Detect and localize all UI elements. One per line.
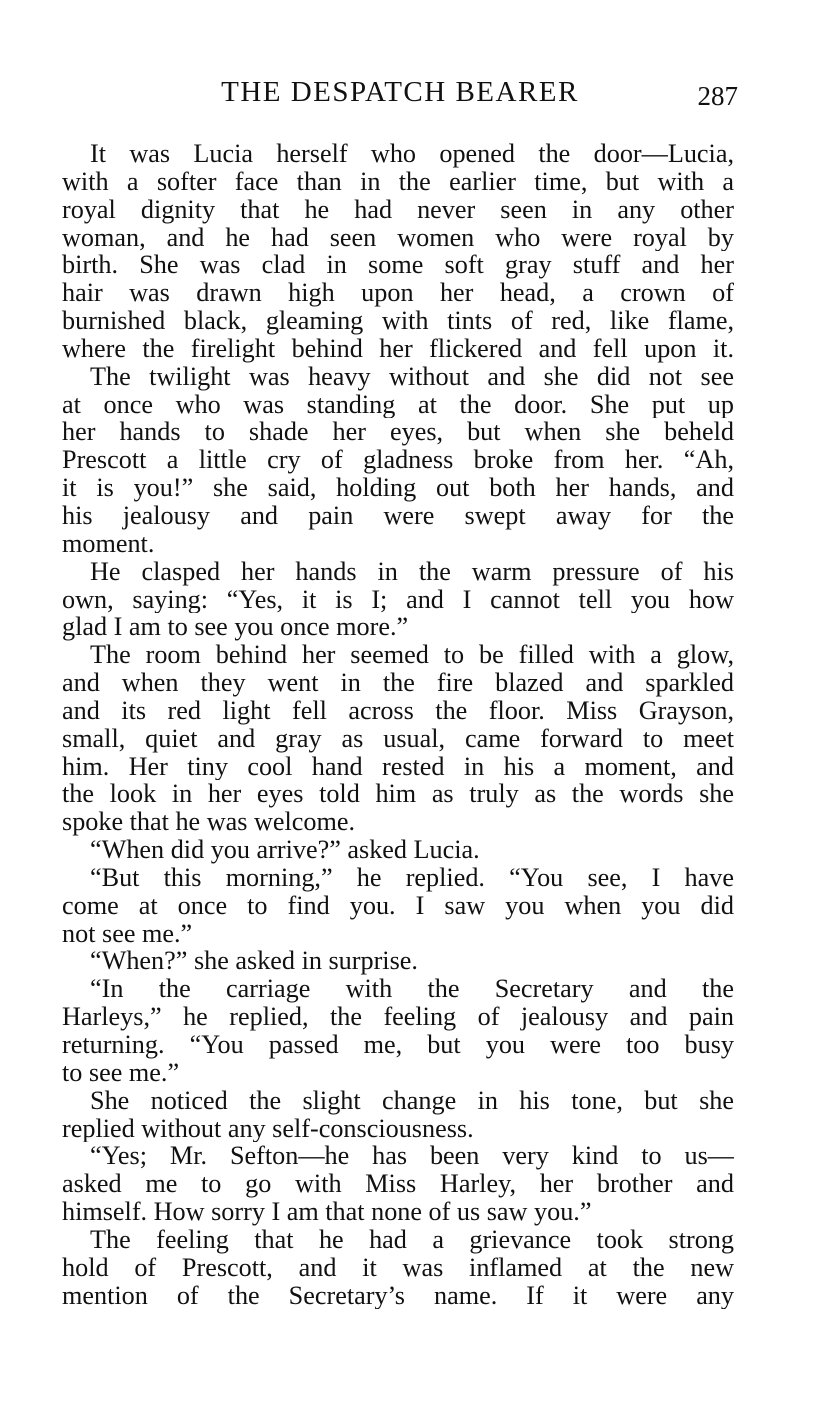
- text-line: “In the carriage with the Secretary and the: [90, 975, 734, 1004]
- text-line: burnished black, gleaming with tints of red, like flame,: [62, 307, 734, 335]
- text-line: own, saying: “Yes, it is I; and I cannot tell you how: [62, 585, 734, 614]
- text-line: returning. “You passed me, but you were too busy: [62, 1031, 734, 1059]
- text-line: She noticed the slight change in his tone, but she: [90, 1086, 734, 1115]
- text-line: The twilight was heavy without and she did not see: [90, 362, 734, 391]
- body-text: [62, 140, 734, 1309]
- text-line: “When did you arrive?” asked Lucia.: [90, 836, 480, 864]
- text-line: birth. She was clad in some soft gray stuff and her: [62, 251, 734, 280]
- text-line: with a softer face than in the earlier time, but with a: [62, 167, 734, 196]
- text-line: asked me to go with Miss Harley, her brother and: [62, 1170, 734, 1199]
- text-line: where the firelight behind her flickered and fell upon it.: [62, 334, 734, 363]
- text-line: Harleys,” he replied, the feeling of jealousy and pain: [62, 1003, 734, 1031]
- text-line: at once who was standing at the door. She put up: [62, 390, 734, 419]
- text-line: woman, and he had seen women who were royal by: [62, 223, 734, 252]
- text-line: himself. How sorry I am that none of us saw you.”: [62, 1198, 592, 1226]
- text-line: not see me.”: [62, 919, 193, 948]
- text-line: her hands to shade her eyes, but when she beheld: [62, 418, 734, 447]
- text-line: mention of the Secretary’s name. If it were any: [62, 1281, 734, 1310]
- text-line: Prescott a little cry of gladness broke from her. “Ah,: [62, 446, 734, 475]
- running-head: [62, 74, 738, 114]
- text-line: come at once to find you. I saw you when you did: [62, 891, 734, 920]
- text-line: replied without any self-consciousness.: [62, 1114, 474, 1143]
- text-line: He clasped her hands in the warm pressure of his: [90, 557, 734, 586]
- text-line: It was Lucia herself who opened the door—Lucia,: [90, 140, 734, 168]
- page-number: 287: [697, 81, 738, 111]
- text-line: The feeling that he had a grievance took strong: [90, 1225, 734, 1254]
- text-line: him. Her tiny cool hand rested in his a moment, and: [62, 752, 734, 781]
- text-line: The room behind her seemed to be filled with a glow,: [90, 641, 734, 670]
- text-line: the look in her eyes told him as truly as the words she: [62, 780, 734, 809]
- text-line: spoke that he was welcome.: [62, 808, 356, 837]
- text-line: and when they went in the fire blazed and sparkled: [62, 669, 734, 697]
- text-line: “When?” she asked in surprise.: [90, 947, 418, 976]
- text-line: and its red light fell across the floor. Miss Grayson,: [62, 696, 734, 725]
- text-line: glad I am to see you once more.”: [62, 613, 409, 642]
- text-line: small, quiet and gray as usual, came forward to meet: [62, 724, 734, 753]
- text-line: to see me.”: [62, 1058, 180, 1087]
- running-title: THE DESPATCH BEARER: [221, 76, 579, 108]
- text-line: hair was drawn high upon her head, a crown of: [62, 279, 734, 308]
- text-line: “But this morning,” he replied. “You see, I have: [90, 863, 734, 892]
- text-line: royal dignity that he had never seen in any other: [62, 195, 734, 224]
- text-line: his jealousy and pain were swept away for the: [62, 501, 734, 530]
- text-line: it is you!” she said, holding out both her hands, and: [62, 474, 734, 502]
- text-line: “Yes; Mr. Sefton—he has been very kind to us—: [90, 1142, 734, 1171]
- text-line: hold of Prescott, and it was inflamed at the new: [62, 1253, 734, 1282]
- text-line: moment.: [62, 529, 155, 558]
